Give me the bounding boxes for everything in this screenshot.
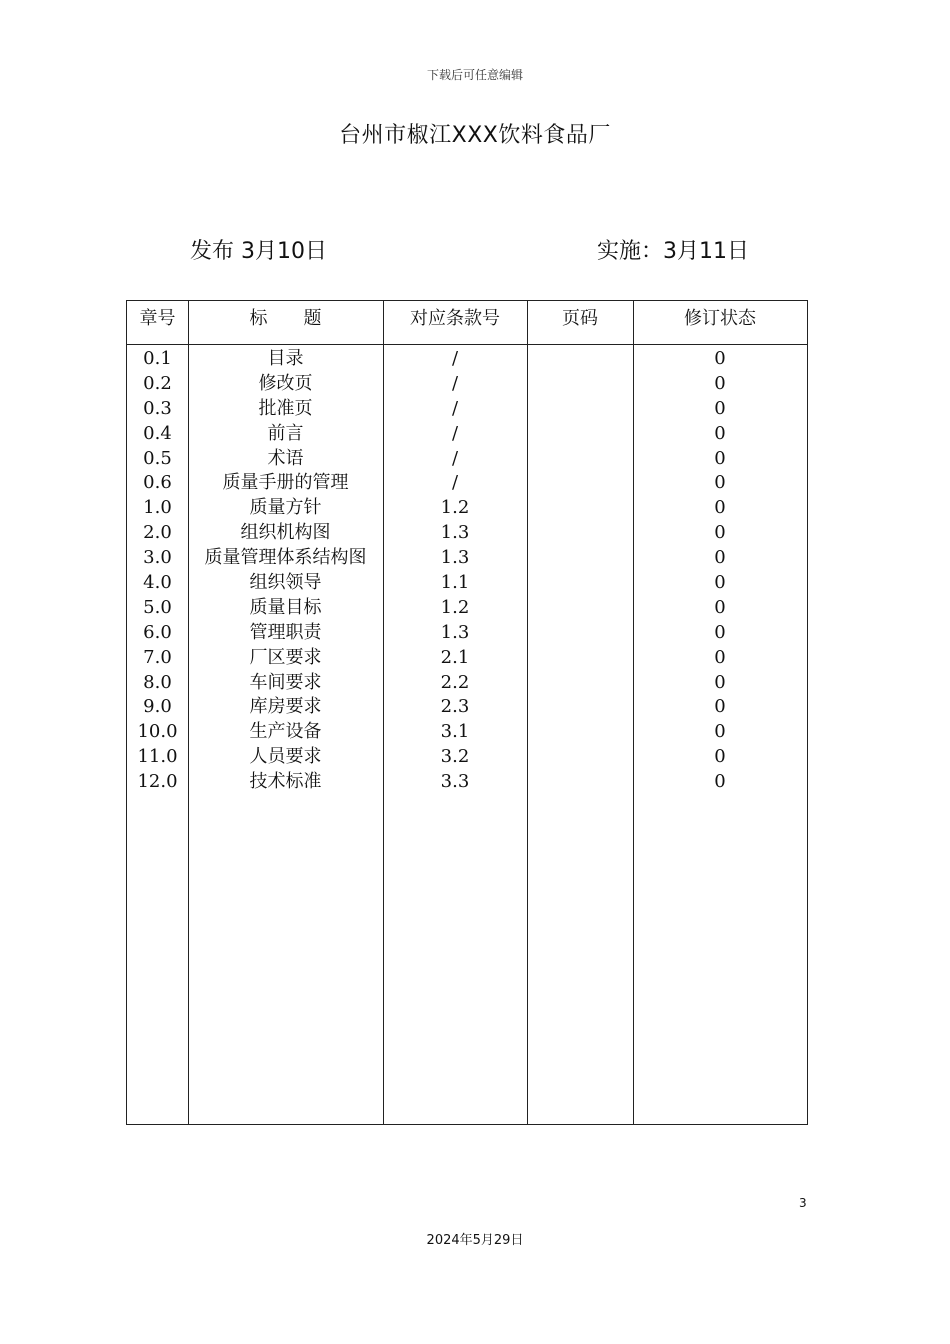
footer-date: 2024年5月29日: [426, 1233, 524, 1248]
table-row: [127, 546, 807, 571]
cell-title: 生产设备: [249, 721, 322, 743]
cell-chapter: 0.4: [143, 422, 172, 444]
cell-clause: 1.1: [440, 572, 470, 594]
cell-title: 组织领导: [249, 572, 322, 594]
cell-chapter: 5.0: [143, 596, 172, 618]
cell-clause: 1.2: [440, 497, 470, 519]
table-row: [127, 621, 807, 646]
cell-revision: 0: [714, 447, 726, 469]
table-row: [127, 695, 807, 720]
contents-table: [126, 300, 808, 1125]
cell-revision: 0: [714, 348, 726, 369]
cell-revision: 0: [714, 671, 726, 693]
cell-revision: 0: [714, 522, 726, 544]
table-body: [127, 347, 807, 795]
table-row: [127, 770, 807, 795]
cell-clause: 3.2: [440, 746, 470, 768]
cell-title: 批准页: [258, 397, 313, 419]
cell-title: 质量手册的管理: [222, 472, 349, 494]
header-divider: [127, 344, 807, 345]
table-row: [127, 745, 807, 770]
table-row: [127, 671, 807, 696]
col-header-chapter: 章号: [139, 308, 176, 329]
cell-revision: 0: [714, 547, 726, 569]
cell-revision: 0: [714, 596, 726, 618]
cell-clause: /: [451, 472, 459, 494]
cell-clause: 1.3: [440, 547, 470, 569]
header-note: 下载后可任意编辑: [426, 68, 523, 82]
cell-chapter: 9.0: [143, 696, 172, 718]
cell-chapter: 11.0: [137, 746, 178, 768]
cell-title: 管理职责: [249, 621, 322, 643]
table-row: [127, 447, 807, 472]
cell-chapter: 0.5: [143, 447, 172, 469]
cell-title: 前言: [267, 422, 304, 444]
table-row: [127, 471, 807, 496]
cell-chapter: 10.0: [137, 721, 178, 743]
cell-revision: 0: [714, 696, 726, 718]
cell-revision: 0: [714, 746, 726, 768]
cell-revision: 0: [714, 372, 726, 394]
page-number: 3: [799, 1196, 807, 1210]
cell-clause: 3.3: [440, 771, 470, 793]
table-row: [127, 596, 807, 621]
cell-revision: 0: [714, 621, 726, 643]
cell-revision: 0: [714, 572, 726, 594]
cell-title: 质量管理体系结构图: [204, 547, 367, 569]
cell-clause: 2.3: [440, 696, 470, 718]
cell-clause: 2.2: [440, 671, 470, 693]
cell-title: 厂区要求: [249, 646, 322, 668]
cell-title: 组织机构图: [240, 522, 331, 544]
cell-revision: 0: [714, 646, 726, 668]
cell-title: 质量方针: [249, 497, 322, 519]
cell-chapter: 7.0: [143, 646, 172, 668]
cell-chapter: 0.3: [143, 397, 172, 419]
cell-revision: 0: [714, 721, 726, 743]
cell-title: 术语: [267, 447, 304, 469]
cell-revision: 0: [714, 397, 726, 419]
cell-chapter: 4.0: [143, 572, 172, 594]
table-row: [127, 496, 807, 521]
cell-chapter: 3.0: [143, 547, 172, 569]
cell-title: 车间要求: [249, 671, 322, 693]
cell-chapter: 0.6: [143, 472, 172, 494]
cell-chapter: 6.0: [143, 621, 172, 643]
cell-title: 人员要求: [249, 746, 322, 768]
cell-title: 修改页: [258, 372, 313, 394]
cell-chapter: 2.0: [143, 522, 172, 544]
cell-chapter: 12.0: [137, 771, 178, 793]
col-header-title: 标 题: [249, 308, 322, 329]
publish-date: 发布 3月10日: [190, 239, 327, 264]
table-row: [127, 422, 807, 447]
cell-chapter: 0.1: [143, 348, 172, 369]
cell-chapter: 0.2: [143, 372, 172, 394]
cell-clause: 3.1: [440, 721, 470, 743]
cell-revision: 0: [714, 472, 726, 494]
cell-title: 质量目标: [249, 596, 322, 618]
table-row: [127, 372, 807, 397]
cell-clause: /: [451, 348, 459, 369]
cell-title: 库房要求: [249, 696, 322, 718]
document-title: 台州市椒江XXX饮料食品厂: [339, 123, 611, 148]
table-row: [127, 571, 807, 596]
cell-clause: /: [451, 422, 459, 444]
col-header-revision: 修订状态: [684, 308, 756, 329]
table-row: [127, 646, 807, 671]
cell-clause: 2.1: [440, 646, 470, 668]
cell-clause: /: [451, 447, 459, 469]
col-header-clause: 对应条款号: [410, 308, 500, 329]
cell-title: 技术标准: [249, 771, 322, 793]
cell-title: 目录: [267, 348, 304, 369]
table-row: [127, 397, 807, 422]
cell-chapter: 1.0: [143, 497, 172, 519]
cell-clause: 1.3: [440, 621, 470, 643]
cell-clause: /: [451, 397, 459, 419]
col-header-page: 页码: [562, 308, 598, 329]
cell-clause: /: [451, 372, 459, 394]
table-row: [127, 720, 807, 745]
cell-clause: 1.2: [440, 596, 470, 618]
table-row: [127, 347, 807, 372]
implement-date: 实施：3月11日: [597, 239, 749, 264]
cell-clause: 1.3: [440, 522, 470, 544]
cell-revision: 0: [714, 771, 726, 793]
cell-revision: 0: [714, 497, 726, 519]
cell-chapter: 8.0: [143, 671, 172, 693]
table-row: [127, 521, 807, 546]
cell-revision: 0: [714, 422, 726, 444]
